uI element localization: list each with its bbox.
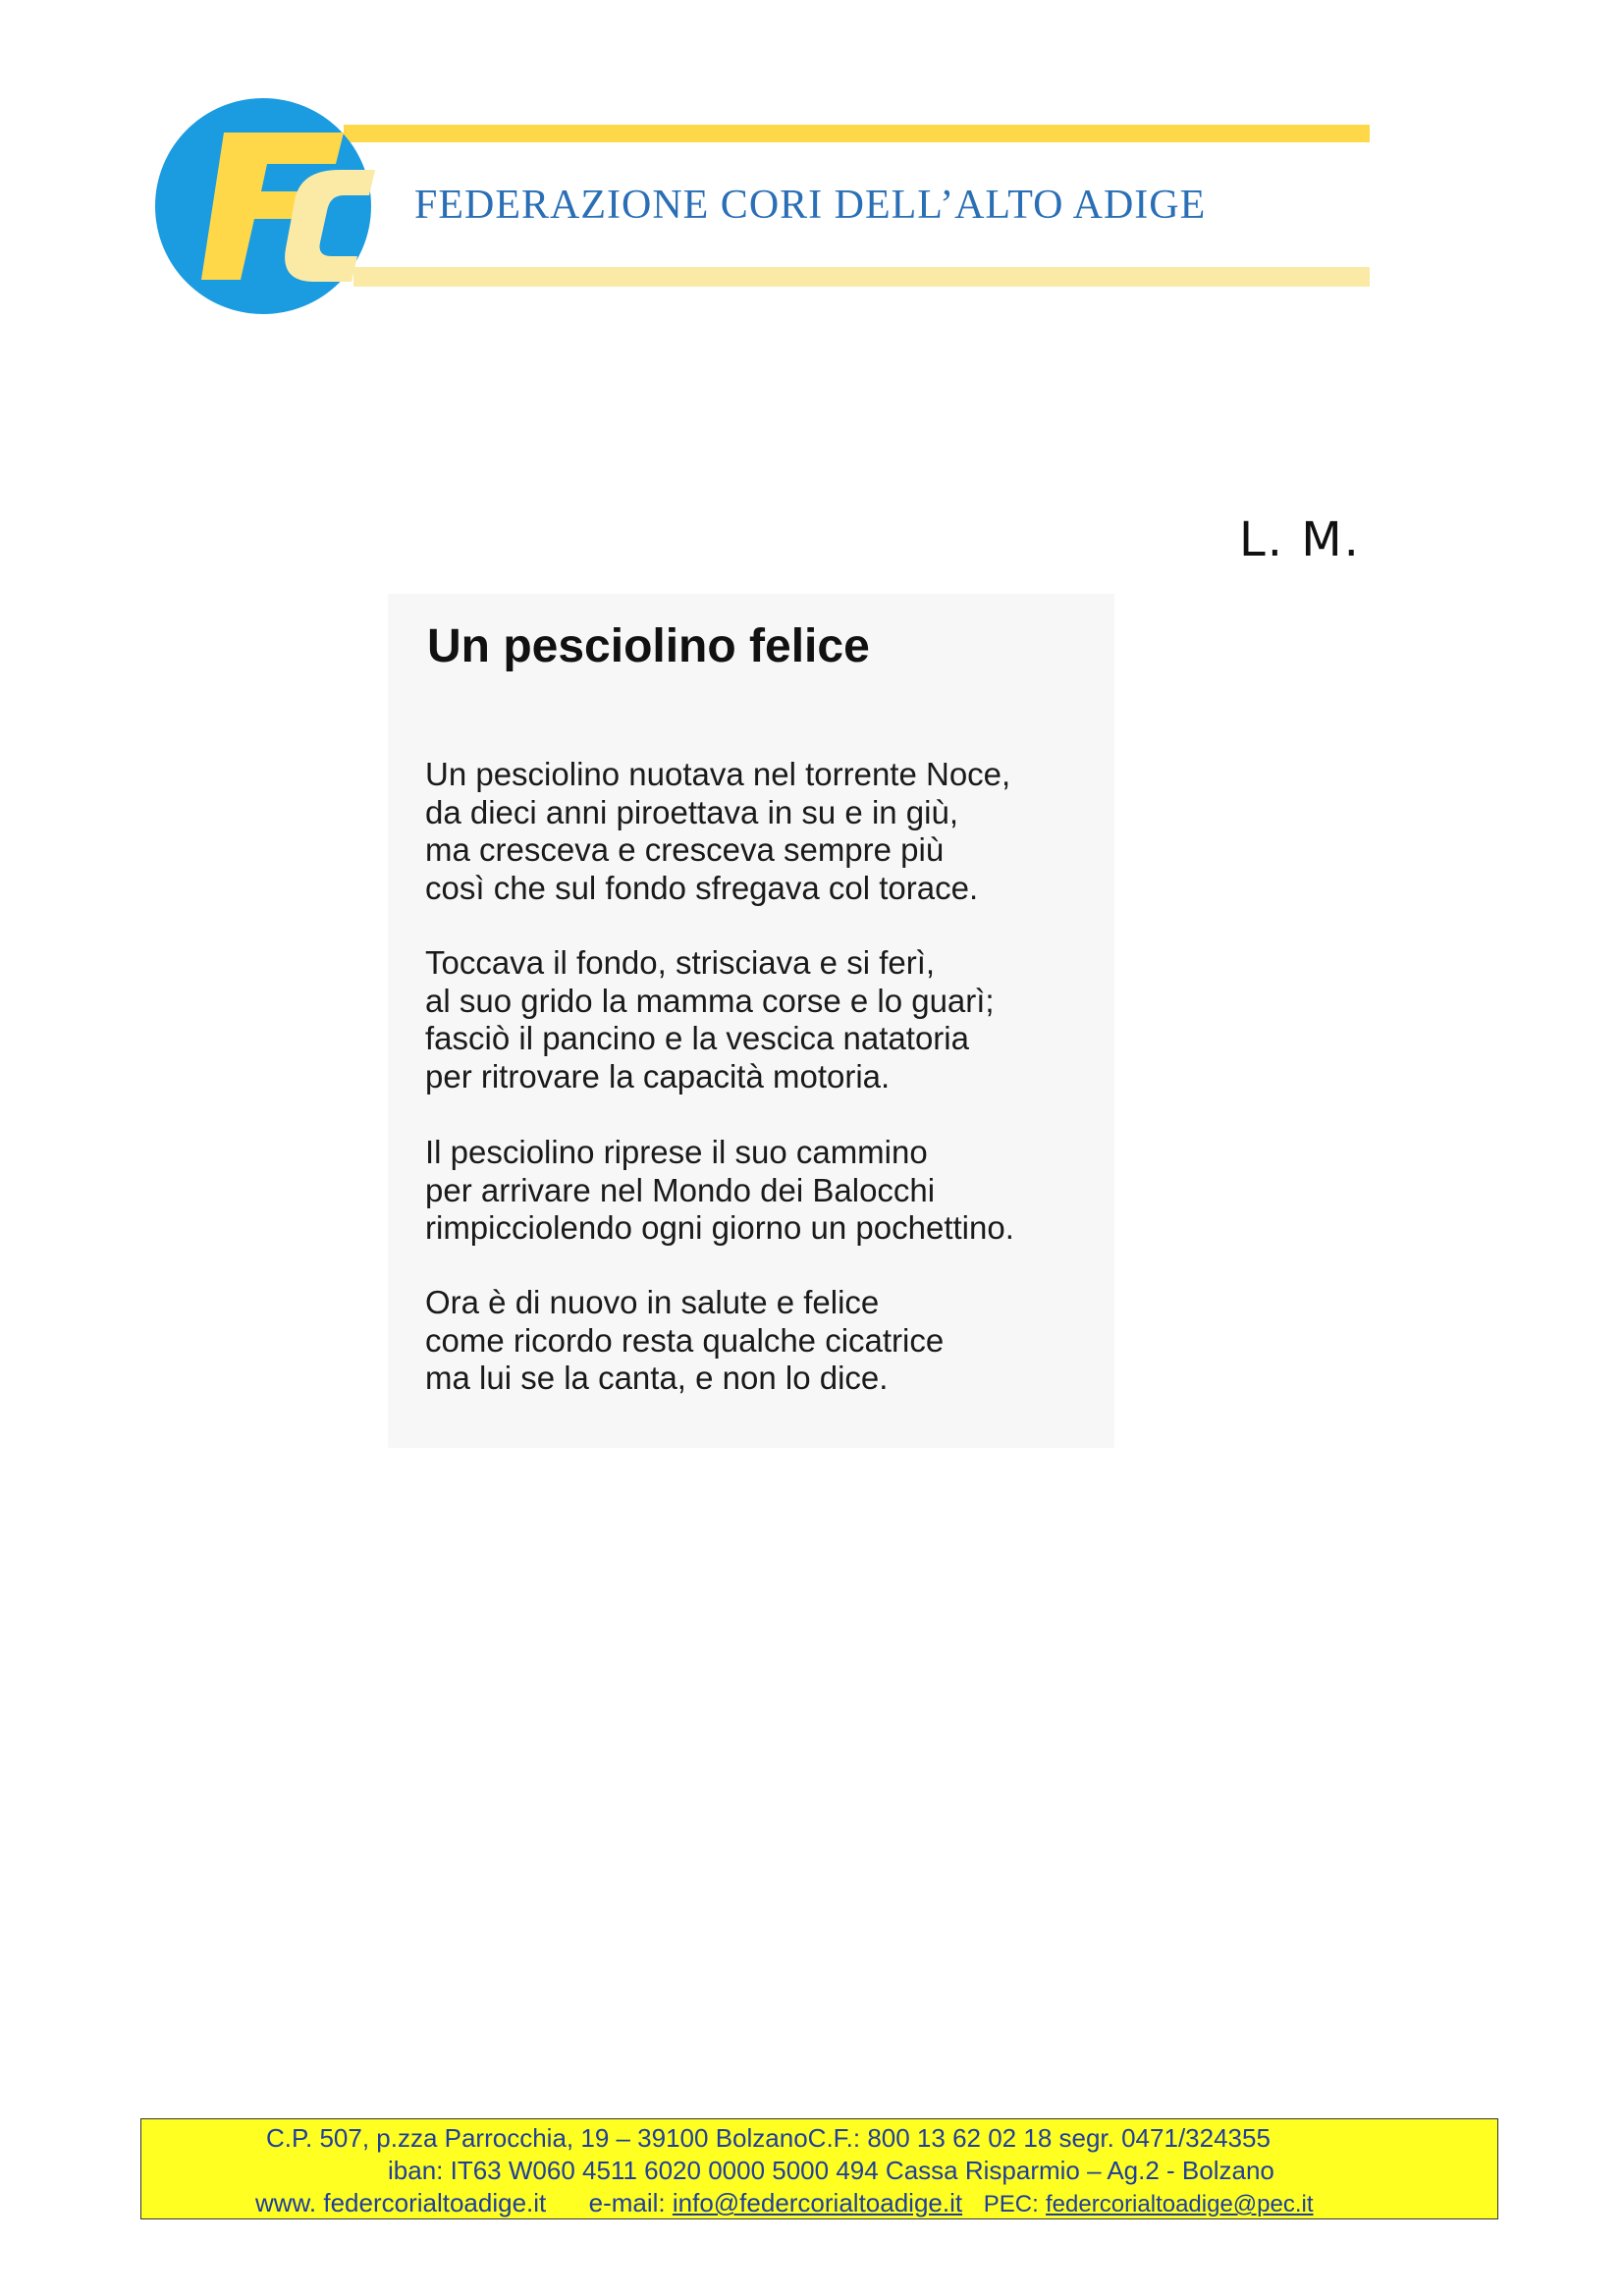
poem-stanza-4 (425, 1284, 944, 1398)
organization-name: FEDERAZIONE CORI DELL’ALTO ADIGE (414, 183, 1207, 228)
poem-line: così che sul fondo sfregava col torace. (425, 869, 979, 906)
poem-line: Un pesciolino nuotava nel torrente Noce, (425, 756, 1011, 792)
poem-stanza-2 (425, 944, 995, 1095)
footer-address: C.P. 507, p.zza Parrocchia, 19 – 39100 BolzanoC.F.: 800 13 62 02 18 segr. 0471/324355 (266, 2123, 1271, 2153)
footer-contact-box (140, 2118, 1498, 2219)
poem-line: fasciò il pancino e la vescica natatoria (425, 1020, 969, 1056)
poem-line: Ora è di nuovo in salute e felice (425, 1284, 880, 1320)
header-logo (147, 93, 1384, 319)
poem-line: ma cresceva e cresceva sempre più (425, 831, 945, 868)
poem-line: Il pesciolino riprese il suo cammino (425, 1134, 928, 1170)
pec-label: PEC: (983, 2191, 1039, 2217)
author-initials: L. M. (1239, 512, 1361, 567)
email-label: e-mail: (588, 2188, 666, 2217)
poem-line: rimpicciolendo ogni giorno un pochettino. (425, 1209, 1014, 1246)
email-link[interactable]: info@federcorialtoadige.it (672, 2188, 963, 2217)
poem-line: per ritrovare la capacità motoria. (425, 1057, 891, 1095)
poem-title: Un pesciolino felice (427, 620, 870, 672)
poem-line: al suo grido la mamma corse e lo guarì; (425, 982, 995, 1019)
poem-line: ma lui se la canta, e non lo dice. (425, 1360, 889, 1396)
footer-iban: iban: IT63 W060 4511 6020 0000 5000 494 Cassa Risparmio – Ag.2 - Bolzano (388, 2156, 1274, 2185)
poem-line: Toccava il fondo, strisciava e si ferì, (425, 944, 936, 981)
website-link[interactable]: www. federcorialtoadige.it (255, 2188, 547, 2217)
poem-line: come ricordo resta qualche cicatrice (425, 1321, 945, 1359)
poem-line: da dieci anni piroettava in su e in giù, (425, 793, 959, 830)
poem-image (388, 594, 1114, 1448)
poem-stanza-1 (425, 756, 1010, 907)
poem-line: per arrivare nel Mondo dei Balocchi (425, 1171, 936, 1208)
pec-email-link[interactable]: federcorialtoadige@pec.it (1046, 2191, 1314, 2217)
footer-contacts (255, 2188, 1314, 2218)
poem-stanza-3 (425, 1134, 1014, 1248)
